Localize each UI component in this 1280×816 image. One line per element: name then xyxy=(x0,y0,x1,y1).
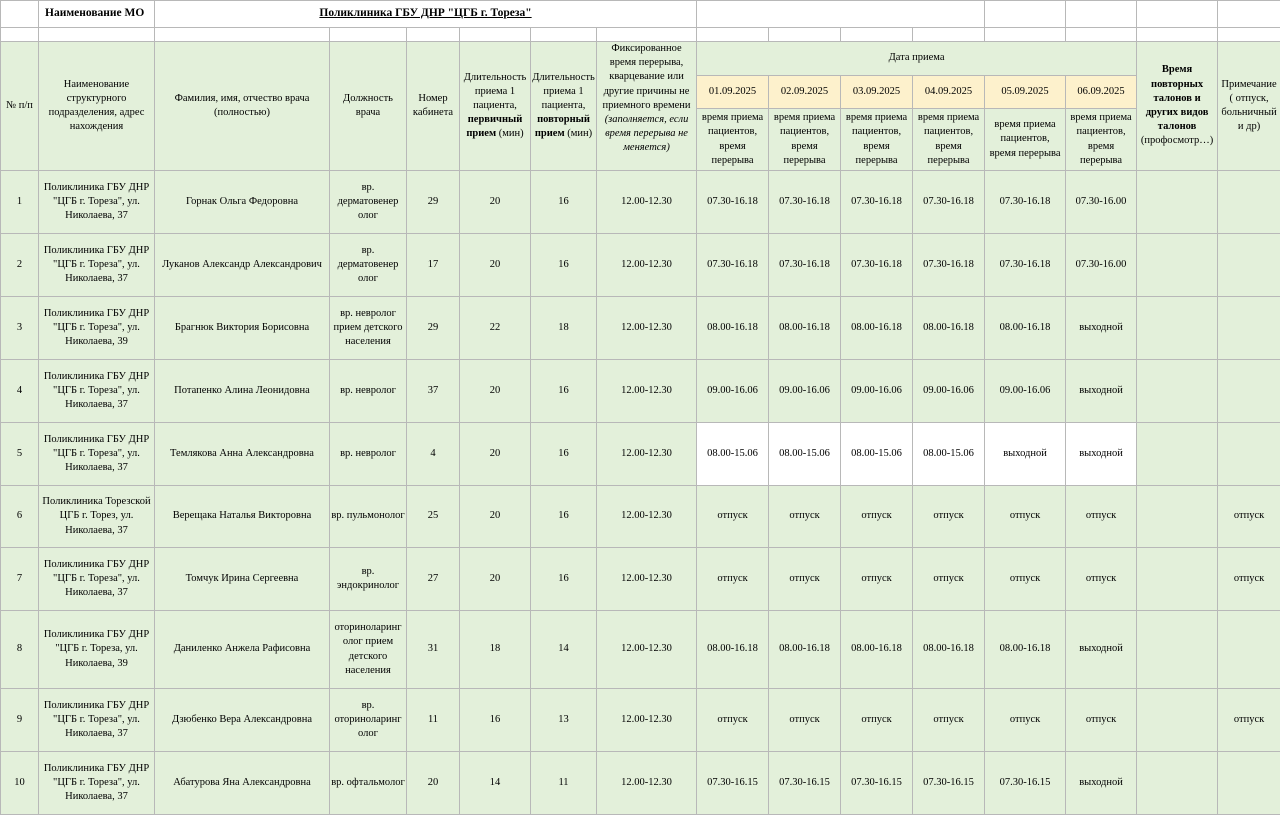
table-row xyxy=(1,423,1280,486)
doctor-name-cell[interactable]: Дзюбенко Вера Александровна xyxy=(155,689,330,752)
table-row xyxy=(1,548,1280,611)
room-cell[interactable]: 20 xyxy=(407,752,460,815)
duration-repeat-cell[interactable]: 16 xyxy=(531,360,597,423)
repeat-tickets-cell[interactable] xyxy=(1137,360,1218,423)
day-cell[interactable]: 07.30-16.15 xyxy=(841,752,913,815)
table-row xyxy=(1,360,1280,423)
header-break-text: Фиксированное время перерыва, кварцевание или другие причины не приемного времени xyxy=(602,43,691,111)
day-cell[interactable]: отпуск xyxy=(769,689,841,752)
day-cell[interactable]: выходной xyxy=(985,423,1066,486)
duration-first-cell[interactable]: 20 xyxy=(460,486,531,548)
row-number[interactable]: 7 xyxy=(1,548,39,611)
repeat-tickets-cell[interactable] xyxy=(1137,234,1218,297)
break-cell[interactable]: 12.00-12.30 xyxy=(597,423,697,486)
day-cell[interactable]: отпуск xyxy=(913,548,985,611)
org-title[interactable]: Поликлиника ГБУ ДНР "ЦГБ г. Тореза" xyxy=(155,1,697,28)
room-cell[interactable]: 29 xyxy=(407,297,460,360)
day-cell[interactable]: 08.00-16.18 xyxy=(769,611,841,689)
header-position[interactable]: Должность врача xyxy=(330,42,407,171)
break-cell[interactable]: 12.00-12.30 xyxy=(597,297,697,360)
duration-first-cell[interactable]: 20 xyxy=(460,171,531,234)
header-room[interactable]: Номер кабинета xyxy=(407,42,460,171)
doctor-name-cell[interactable]: Луканов Александр Александрович xyxy=(155,234,330,297)
row-number[interactable]: 4 xyxy=(1,360,39,423)
repeat-tickets-cell[interactable] xyxy=(1137,611,1218,689)
repeat-tickets-cell[interactable] xyxy=(1137,171,1218,234)
header-break-note: (заполняется, если время перерыва не меняется) xyxy=(604,113,689,154)
header-duration-repeat-bold: повторный прием xyxy=(534,114,590,140)
position-cell[interactable]: оториноларинг олог прием детского населения xyxy=(330,611,407,689)
row-number[interactable]: 5 xyxy=(1,423,39,486)
day-cell[interactable]: 08.00-16.18 xyxy=(913,611,985,689)
position-cell[interactable]: вр. дерматовенер олог xyxy=(330,171,407,234)
note-cell[interactable] xyxy=(1218,611,1280,689)
duration-repeat-cell[interactable]: 16 xyxy=(531,423,597,486)
duration-repeat-cell[interactable]: 16 xyxy=(531,486,597,548)
position-cell[interactable]: вр. невролог xyxy=(330,423,407,486)
day-cell[interactable]: выходной xyxy=(1066,360,1137,423)
duration-repeat-cell[interactable]: 14 xyxy=(531,611,597,689)
date-subheader-2[interactable]: время приема пациентов, время перерыва xyxy=(769,109,841,171)
table-row xyxy=(1,234,1280,297)
date-header-1[interactable]: 01.09.2025 xyxy=(697,76,769,109)
header-duration-repeat-unit: (мин) xyxy=(567,128,593,140)
date-header-6[interactable]: 06.09.2025 xyxy=(1066,76,1137,109)
day-cell[interactable]: 07.30-16.15 xyxy=(769,752,841,815)
position-cell[interactable]: вр. дерматовенер олог xyxy=(330,234,407,297)
day-cell[interactable]: выходной xyxy=(1066,611,1137,689)
day-cell[interactable]: 09.00-16.06 xyxy=(985,360,1066,423)
day-cell[interactable]: выходной xyxy=(1066,297,1137,360)
day-cell[interactable]: 07.30-16.18 xyxy=(913,234,985,297)
duration-first-cell[interactable]: 20 xyxy=(460,360,531,423)
break-cell[interactable]: 12.00-12.30 xyxy=(597,360,697,423)
row-number[interactable]: 8 xyxy=(1,611,39,689)
unit-cell[interactable]: Поликлиника ГБУ ДНР "ЦГБ г. Тореза", ул. Николаева, 37 xyxy=(39,548,155,611)
date-header-2[interactable]: 02.09.2025 xyxy=(769,76,841,109)
day-cell[interactable]: отпуск xyxy=(697,689,769,752)
header-notes[interactable]: Примечание ( отпуск, больничный и др) xyxy=(1218,42,1280,171)
day-cell[interactable]: отпуск xyxy=(985,689,1066,752)
duration-repeat-cell[interactable]: 18 xyxy=(531,297,597,360)
duration-repeat-cell[interactable]: 16 xyxy=(531,171,597,234)
unit-cell[interactable]: Поликлиника ГБУ ДНР "ЦГБ г. Тореза", ул. Николаева, 37 xyxy=(39,752,155,815)
table-row xyxy=(1,171,1280,234)
table-row xyxy=(1,297,1280,360)
unit-cell[interactable]: Поликлиника ГБУ ДНР "ЦГБ г. Тореза", ул. Николаева, 37 xyxy=(39,689,155,752)
doctor-name-cell[interactable]: Верещака Наталья Викторовна xyxy=(155,486,330,548)
date-subheader-1[interactable]: время приема пациентов, время перерыва xyxy=(697,109,769,171)
duration-repeat-cell[interactable]: 13 xyxy=(531,689,597,752)
day-cell[interactable]: 08.00-16.18 xyxy=(985,611,1066,689)
row-number[interactable]: 6 xyxy=(1,486,39,548)
day-cell[interactable]: 07.30-16.15 xyxy=(985,752,1066,815)
day-cell[interactable]: отпуск xyxy=(769,548,841,611)
day-cell[interactable]: 09.00-16.06 xyxy=(913,360,985,423)
doctor-name-cell[interactable]: Потапенко Алина Леонидовна xyxy=(155,360,330,423)
unit-cell[interactable]: Поликлиника ГБУ ДНР "ЦГБ г. Тореза", ул. Николаева, 37 xyxy=(39,360,155,423)
room-cell[interactable]: 17 xyxy=(407,234,460,297)
date-subheader-5[interactable]: время приема пациентов, время перерыва xyxy=(985,109,1066,171)
repeat-tickets-cell[interactable] xyxy=(1137,548,1218,611)
day-cell[interactable]: отпуск xyxy=(1066,486,1137,548)
duration-first-cell[interactable]: 20 xyxy=(460,234,531,297)
header-duration-first-bold: первичный прием xyxy=(466,114,523,140)
note-cell[interactable]: отпуск xyxy=(1218,548,1280,611)
day-cell[interactable]: 08.00-16.18 xyxy=(697,611,769,689)
day-cell[interactable]: отпуск xyxy=(841,689,913,752)
day-cell[interactable]: отпуск xyxy=(1066,689,1137,752)
duration-repeat-cell[interactable]: 16 xyxy=(531,548,597,611)
room-cell[interactable]: 25 xyxy=(407,486,460,548)
room-cell[interactable]: 4 xyxy=(407,423,460,486)
duration-first-cell[interactable]: 14 xyxy=(460,752,531,815)
day-cell[interactable]: 07.30-16.18 xyxy=(841,234,913,297)
day-cell[interactable]: 08.00-15.06 xyxy=(769,423,841,486)
day-cell[interactable]: 08.00-16.18 xyxy=(841,611,913,689)
date-subheader-3[interactable]: время приема пациентов, время перерыва xyxy=(841,109,913,171)
position-cell[interactable]: вр. пульмонолог xyxy=(330,486,407,548)
repeat-tickets-cell[interactable] xyxy=(1137,486,1218,548)
day-cell[interactable]: отпуск xyxy=(985,548,1066,611)
cell[interactable] xyxy=(697,1,985,28)
day-cell[interactable]: 09.00-16.06 xyxy=(697,360,769,423)
break-cell[interactable]: 12.00-12.30 xyxy=(597,171,697,234)
break-cell[interactable]: 12.00-12.30 xyxy=(597,548,697,611)
day-cell[interactable]: отпуск xyxy=(913,486,985,548)
day-cell[interactable]: 07.30-16.18 xyxy=(985,171,1066,234)
header-num[interactable]: № п/п xyxy=(1,42,39,171)
day-cell[interactable]: 07.30-16.00 xyxy=(1066,171,1137,234)
duration-first-cell[interactable]: 16 xyxy=(460,689,531,752)
day-cell[interactable]: отпуск xyxy=(841,486,913,548)
day-cell[interactable]: 09.00-16.06 xyxy=(841,360,913,423)
header-fio[interactable]: Фамилия, имя, отчество врача (полностью) xyxy=(155,42,330,171)
header-repeat-tickets-note: (профосмотр…) xyxy=(1140,135,1214,147)
day-cell[interactable]: 07.30-16.18 xyxy=(697,234,769,297)
duration-first-cell[interactable]: 18 xyxy=(460,611,531,689)
date-header-3[interactable]: 03.09.2025 xyxy=(841,76,913,109)
header-duration-first-text: Длительность приема 1 пациента, xyxy=(463,71,527,111)
table-row xyxy=(1,486,1280,548)
break-cell[interactable]: 12.00-12.30 xyxy=(597,611,697,689)
header-repeat-tickets-bold: Время повторных талонов и других видов талонов xyxy=(1145,64,1209,133)
duration-repeat-cell[interactable]: 11 xyxy=(531,752,597,815)
day-cell[interactable]: 07.30-16.18 xyxy=(769,234,841,297)
cell[interactable] xyxy=(1,1,39,28)
row-number[interactable]: 10 xyxy=(1,752,39,815)
day-cell[interactable]: 08.00-16.18 xyxy=(697,297,769,360)
note-cell[interactable] xyxy=(1218,360,1280,423)
date-header-4[interactable]: 04.09.2025 xyxy=(913,76,985,109)
day-cell[interactable]: 08.00-16.18 xyxy=(841,297,913,360)
duration-repeat-cell[interactable]: 16 xyxy=(531,234,597,297)
table-row xyxy=(1,689,1280,752)
note-cell[interactable] xyxy=(1218,297,1280,360)
day-cell[interactable]: отпуск xyxy=(913,689,985,752)
header-duration-repeat-text: Длительность приема 1 пациента, xyxy=(532,71,595,111)
day-cell[interactable]: 08.00-16.18 xyxy=(769,297,841,360)
day-cell[interactable]: отпуск xyxy=(841,548,913,611)
note-cell[interactable] xyxy=(1218,752,1280,815)
note-cell[interactable] xyxy=(1218,423,1280,486)
note-cell[interactable]: отпуск xyxy=(1218,486,1280,548)
doctor-name-cell[interactable]: Даниленко Анжела Рафисовна xyxy=(155,611,330,689)
day-cell[interactable]: отпуск xyxy=(985,486,1066,548)
day-cell[interactable]: 07.30-16.18 xyxy=(697,171,769,234)
day-cell[interactable]: 08.00-16.18 xyxy=(913,297,985,360)
date-subheader-6[interactable]: время приема пациентов, время перерыва xyxy=(1066,109,1137,171)
room-cell[interactable]: 31 xyxy=(407,611,460,689)
unit-cell[interactable]: Поликлиника ГБУ ДНР "ЦГБ г. Тореза, ул. Николаева, 39 xyxy=(39,611,155,689)
header-repeat-tickets[interactable] xyxy=(1137,42,1218,171)
table-row xyxy=(1,752,1280,815)
note-cell[interactable] xyxy=(1218,234,1280,297)
row-number[interactable]: 1 xyxy=(1,171,39,234)
repeat-tickets-cell[interactable] xyxy=(1137,297,1218,360)
unit-cell[interactable]: Поликлиника Торезской ЦГБ г. Торез, ул. Николаева, 37 xyxy=(39,486,155,548)
unit-cell[interactable]: Поликлиника ГБУ ДНР "ЦГБ г. Тореза", ул. Николаева, 39 xyxy=(39,297,155,360)
header-unit[interactable]: Наименование структурного подразделения, адрес нахождения xyxy=(39,42,155,171)
position-cell[interactable]: вр. офтальмолог xyxy=(330,752,407,815)
unit-cell[interactable]: Поликлиника ГБУ ДНР "ЦГБ г. Тореза", ул. Николаева, 37 xyxy=(39,423,155,486)
header-duration-first-unit: (мин) xyxy=(498,128,524,140)
position-cell[interactable]: вр. эндокринолог xyxy=(330,548,407,611)
day-cell[interactable]: 07.30-16.18 xyxy=(985,234,1066,297)
header-break[interactable] xyxy=(597,42,697,171)
room-cell[interactable]: 37 xyxy=(407,360,460,423)
day-cell[interactable]: 08.00-15.06 xyxy=(913,423,985,486)
day-cell[interactable]: 07.30-16.15 xyxy=(913,752,985,815)
day-cell[interactable]: отпуск xyxy=(1066,548,1137,611)
header-duration-first[interactable] xyxy=(460,42,531,171)
doctor-name-cell[interactable]: Абатурова Яна Александровна xyxy=(155,752,330,815)
duration-first-cell[interactable]: 22 xyxy=(460,297,531,360)
cell[interactable] xyxy=(1066,1,1137,28)
header-duration-repeat[interactable] xyxy=(531,42,597,171)
repeat-tickets-cell[interactable] xyxy=(1137,689,1218,752)
day-cell[interactable]: выходной xyxy=(1066,423,1137,486)
day-cell[interactable]: 08.00-16.18 xyxy=(985,297,1066,360)
break-cell[interactable]: 12.00-12.30 xyxy=(597,234,697,297)
row-number[interactable]: 3 xyxy=(1,297,39,360)
doctor-name-cell[interactable]: Брагнюк Виктория Борисовна xyxy=(155,297,330,360)
day-cell[interactable]: 07.30-16.15 xyxy=(697,752,769,815)
date-subheader-4[interactable]: время приема пациентов, время перерыва xyxy=(913,109,985,171)
table-row xyxy=(1,611,1280,689)
doctor-name-cell[interactable]: Горнак Ольга Федоровна xyxy=(155,171,330,234)
cell[interactable] xyxy=(985,1,1066,28)
mo-label[interactable]: Наименование МО xyxy=(39,1,155,28)
day-cell[interactable]: 07.30-16.00 xyxy=(1066,234,1137,297)
repeat-tickets-cell[interactable] xyxy=(1137,423,1218,486)
doctor-name-cell[interactable]: Томчук Ирина Сергеевна xyxy=(155,548,330,611)
day-cell[interactable]: 07.30-16.18 xyxy=(841,171,913,234)
room-cell[interactable]: 29 xyxy=(407,171,460,234)
date-header-5[interactable]: 05.09.2025 xyxy=(985,76,1066,109)
position-cell[interactable]: вр. невролог xyxy=(330,360,407,423)
day-cell[interactable]: 08.00-15.06 xyxy=(697,423,769,486)
day-cell[interactable]: 07.30-16.18 xyxy=(769,171,841,234)
header-date-group[interactable]: Дата приема xyxy=(697,42,1137,76)
position-cell[interactable]: вр. невролог прием детского населения xyxy=(330,297,407,360)
room-cell[interactable]: 11 xyxy=(407,689,460,752)
position-cell[interactable]: вр. оториноларинг олог xyxy=(330,689,407,752)
duration-first-cell[interactable]: 20 xyxy=(460,423,531,486)
day-cell[interactable]: отпуск xyxy=(697,548,769,611)
unit-cell[interactable]: Поликлиника ГБУ ДНР "ЦГБ г. Тореза", ул. Николаева, 37 xyxy=(39,171,155,234)
repeat-tickets-cell[interactable] xyxy=(1137,752,1218,815)
day-cell[interactable]: выходной xyxy=(1066,752,1137,815)
day-cell[interactable]: 07.30-16.18 xyxy=(913,171,985,234)
break-cell[interactable]: 12.00-12.30 xyxy=(597,752,697,815)
cell[interactable] xyxy=(1137,1,1218,28)
note-cell[interactable]: отпуск xyxy=(1218,689,1280,752)
row-number[interactable]: 9 xyxy=(1,689,39,752)
break-cell[interactable]: 12.00-12.30 xyxy=(597,689,697,752)
doctor-name-cell[interactable]: Темлякова Анна Александровна xyxy=(155,423,330,486)
note-cell[interactable] xyxy=(1218,171,1280,234)
day-cell[interactable]: отпуск xyxy=(697,486,769,548)
row-number[interactable]: 2 xyxy=(1,234,39,297)
unit-cell[interactable]: Поликлиника ГБУ ДНР "ЦГБ г. Тореза", ул. Николаева, 37 xyxy=(39,234,155,297)
day-cell[interactable]: отпуск xyxy=(769,486,841,548)
day-cell[interactable]: 09.00-16.06 xyxy=(769,360,841,423)
room-cell[interactable]: 27 xyxy=(407,548,460,611)
cell[interactable] xyxy=(1218,1,1280,28)
duration-first-cell[interactable]: 20 xyxy=(460,548,531,611)
break-cell[interactable]: 12.00-12.30 xyxy=(597,486,697,548)
day-cell[interactable]: 08.00-15.06 xyxy=(841,423,913,486)
